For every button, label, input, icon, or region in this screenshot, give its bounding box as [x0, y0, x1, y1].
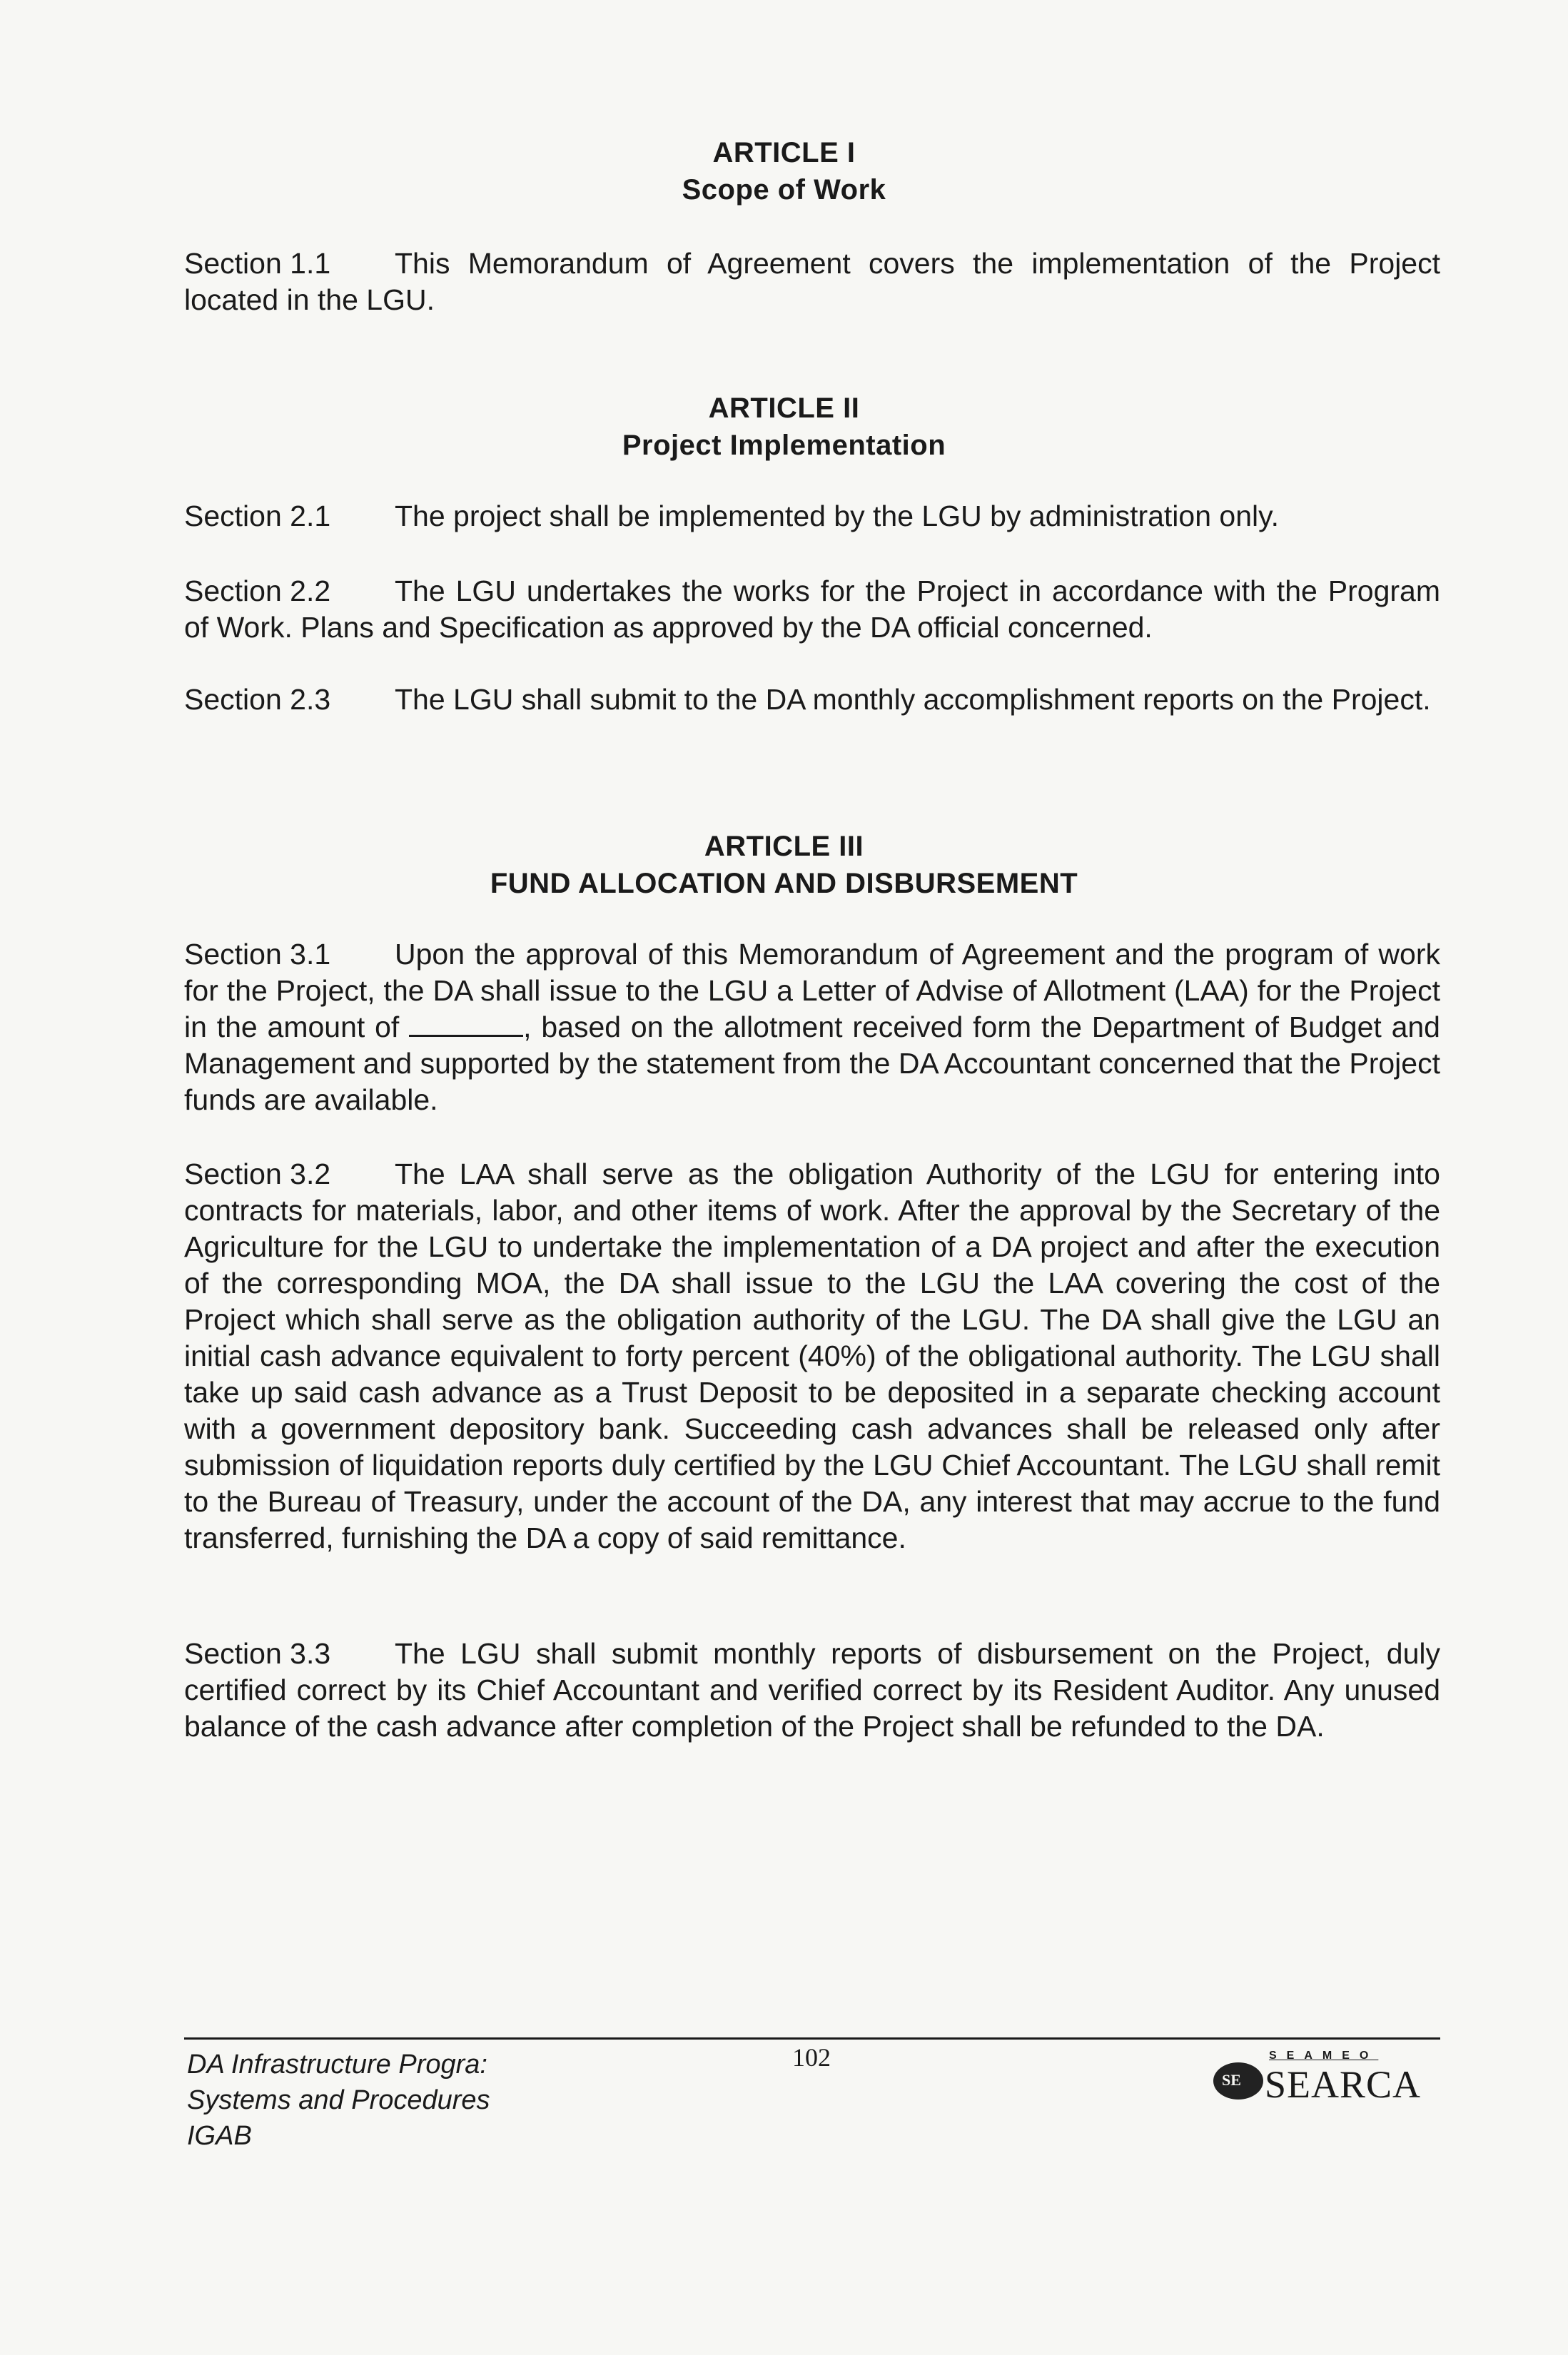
logo-searca-text: SEARCA [1265, 2063, 1422, 2106]
footer-divider [184, 2037, 1440, 2040]
section-text: This Memorandum of Agreement covers the implementation of the Project located in the LGU. [184, 247, 1440, 316]
article-3-heading: ARTICLE III [704, 831, 864, 862]
page-number: 102 [792, 2043, 831, 2072]
footer-line-2: Systems and Procedures [187, 2085, 490, 2115]
logo-mark-icon: SE [1213, 2062, 1263, 2100]
section-text: The LGU shall submit monthly reports of disbursement on the Project, duly certified correct by its Chief Accountant and verified correct by its Resident Auditor. Any unused balance of the cash advance after completion of the Project shall be refunded to the DA. [184, 1637, 1440, 1743]
footer-line-3: IGAB [187, 2121, 252, 2151]
section-text: The project shall be implemented by the LGU by administration only. [395, 500, 1279, 532]
section-text: The LGU shall submit to the DA monthly accomplishment reports on the Project. [395, 683, 1431, 716]
article-2-title: Project Implementation [622, 430, 946, 461]
section-label: Section 2.1 [184, 500, 331, 532]
section-text: The LGU undertakes the works for the Project in accordance with the Program of Work. Plans and Specification as approved by the DA official concerned. [184, 574, 1440, 644]
section-text: Upon the approval of this Memorandum of Agreement and the program of work for the Project, the DA shall issue to the LGU a Letter of Advise of Allotment (LAA) for the Project in the amount of [184, 938, 1440, 1043]
section-label: Section 3.1 [184, 938, 331, 971]
searca-logo [1213, 2050, 1427, 2107]
section-3-3 [184, 1636, 1440, 1745]
section-2-1 [184, 498, 1440, 535]
article-1-title: Scope of Work [682, 174, 886, 206]
article-2-heading: ARTICLE II [708, 392, 860, 424]
amount-blank [409, 1009, 523, 1037]
article-3-title: FUND ALLOCATION AND DISBURSEMENT [490, 868, 1078, 899]
section-text: The LAA shall serve as the obligation Authority of the LGU for entering into contracts for materials, labor, and other items of work. After the approval by the Secretary of the Agriculture for the LGU to undertake the implementation of a DA project and after the execution of the corresponding MOA, the DA shall issue to the LGU the LAA covering the cost of the Project which shall serve as the obligation authority of the LGU. The DA shall give the LGU an initial cash advance equivalent to forty percent (40%) of the obligational authority. The LGU shall take up said cash advance as a Trust Deposit to be deposited in a separate checking account with a government depository bank. Succeeding cash advances shall be released only after submission of liquidation reports duly certified by the LGU Chief Accountant. The LGU shall remit to the Bureau of Treasury, under the account of the DA, any interest that may accrue to the fund transferred, furnishing the DA a copy of said remittance. [184, 1158, 1440, 1554]
article-1-heading: ARTICLE I [712, 137, 856, 168]
section-2-3 [184, 682, 1440, 718]
footer-program-info [187, 2047, 490, 2154]
section-label: Section 1.1 [184, 247, 331, 280]
section-3-2 [184, 1156, 1440, 1556]
section-label: Section 3.2 [184, 1158, 331, 1190]
section-2-2 [184, 573, 1440, 646]
section-label: Section 2.2 [184, 574, 331, 607]
section-label: Section 3.3 [184, 1637, 331, 1670]
section-3-1 [184, 936, 1440, 1118]
logo-seameo-text: SEAMEO [1269, 2050, 1379, 2062]
section-label: Section 2.3 [184, 683, 331, 716]
section-text-continued: , based on the allotment received form the Department of Budget and Management and supported by the statement from the DA Accountant concerned that the Project funds are available. [184, 1011, 1440, 1116]
footer-line-1: DA Infrastructure Progra: [187, 2050, 487, 2080]
section-1-1 [184, 245, 1440, 318]
